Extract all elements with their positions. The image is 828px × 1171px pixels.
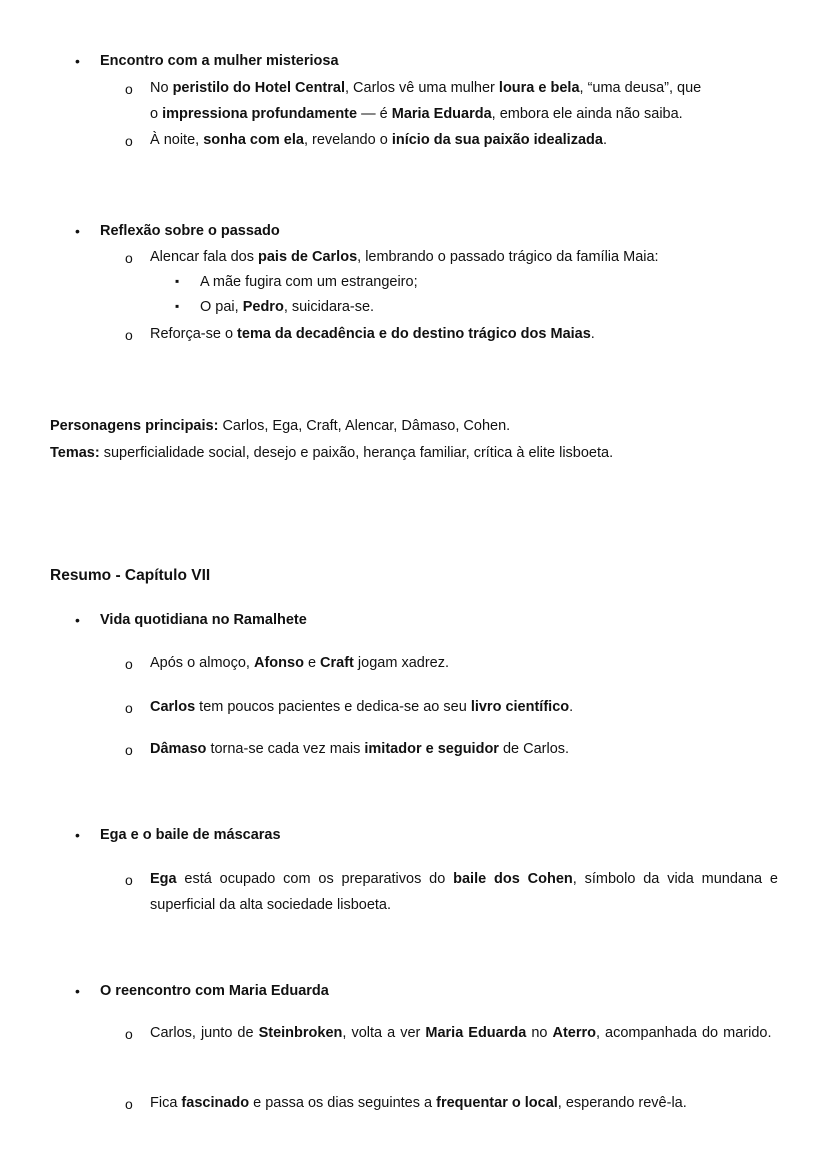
list-item: Carlos tem poucos pacientes e dedica-se ao seu livro científico. bbox=[150, 699, 574, 715]
bullet-icon: • bbox=[75, 223, 80, 239]
section-title: O reencontro com Maria Eduarda bbox=[100, 983, 329, 999]
circle-bullet-icon: o bbox=[125, 700, 133, 716]
bullet-icon: • bbox=[75, 53, 80, 69]
bullet-icon: • bbox=[75, 983, 80, 999]
list-item: Reforça-se o tema da decadência e do destino trágico dos Maias. bbox=[150, 326, 595, 342]
list-item: Após o almoço, Afonso e Craft jogam xadrez. bbox=[150, 655, 449, 671]
list-item: No peristilo do Hotel Central, Carlos vê uma mulher loura e bela, “uma deusa”, que bbox=[150, 80, 702, 96]
bullet-icon: • bbox=[75, 827, 80, 843]
circle-bullet-icon: o bbox=[125, 742, 133, 758]
list-item: Alencar fala dos pais de Carlos, lembrando o passado trágico da família Maia: bbox=[150, 249, 659, 265]
section-title: Ega e o baile de máscaras bbox=[100, 827, 281, 843]
section-title: Vida quotidiana no Ramalhete bbox=[100, 612, 307, 628]
circle-bullet-icon: o bbox=[125, 656, 133, 672]
circle-bullet-icon: o bbox=[125, 250, 133, 266]
section-title: Encontro com a mulher misteriosa bbox=[100, 53, 339, 69]
list-item: Dâmaso torna-se cada vez mais imitador e seguidor de Carlos. bbox=[150, 741, 570, 757]
list-item: Fica fascinado e passa os dias seguintes a frequentar o local, esperando revê-la. bbox=[150, 1095, 687, 1111]
list-item-continued: o impressiona profundamente — é Maria Eduarda, embora ele ainda não saiba. bbox=[150, 106, 683, 122]
list-item: À noite, sonha com ela, revelando o início da sua paixão idealizada. bbox=[150, 132, 607, 148]
characters-line: Personagens principais: Carlos, Ega, Craft, Alencar, Dâmaso, Cohen. bbox=[50, 418, 511, 434]
circle-bullet-icon: o bbox=[125, 133, 133, 149]
section-title: Reflexão sobre o passado bbox=[100, 223, 280, 239]
circle-bullet-icon: o bbox=[125, 872, 133, 888]
sub-list-item: A mãe fugira com um estrangeiro; bbox=[200, 274, 418, 290]
list-item: Ega está ocupado com os preparativos do baile dos Cohen, símbolo da vida mundana e superficial da alta sociedade lisboeta. bbox=[150, 871, 778, 913]
circle-bullet-icon: o bbox=[125, 1026, 133, 1042]
bullet-icon: • bbox=[75, 612, 80, 628]
circle-bullet-icon: o bbox=[125, 327, 133, 343]
square-bullet-icon: ▪ bbox=[175, 274, 180, 288]
square-bullet-icon: ▪ bbox=[175, 299, 180, 313]
circle-bullet-icon: o bbox=[125, 81, 133, 97]
circle-bullet-icon: o bbox=[125, 1096, 133, 1112]
list-item: Carlos, junto de Steinbroken, volta a ver Maria Eduarda no Aterro, acompanhada do marido. bbox=[150, 1025, 772, 1041]
sub-list-item: O pai, Pedro, suicidara-se. bbox=[200, 299, 375, 315]
chapter-title: Resumo - Capítulo VII bbox=[50, 567, 211, 584]
themes-line: Temas: superficialidade social, desejo e paixão, herança familiar, crítica à elite lisboeta. bbox=[50, 445, 614, 461]
